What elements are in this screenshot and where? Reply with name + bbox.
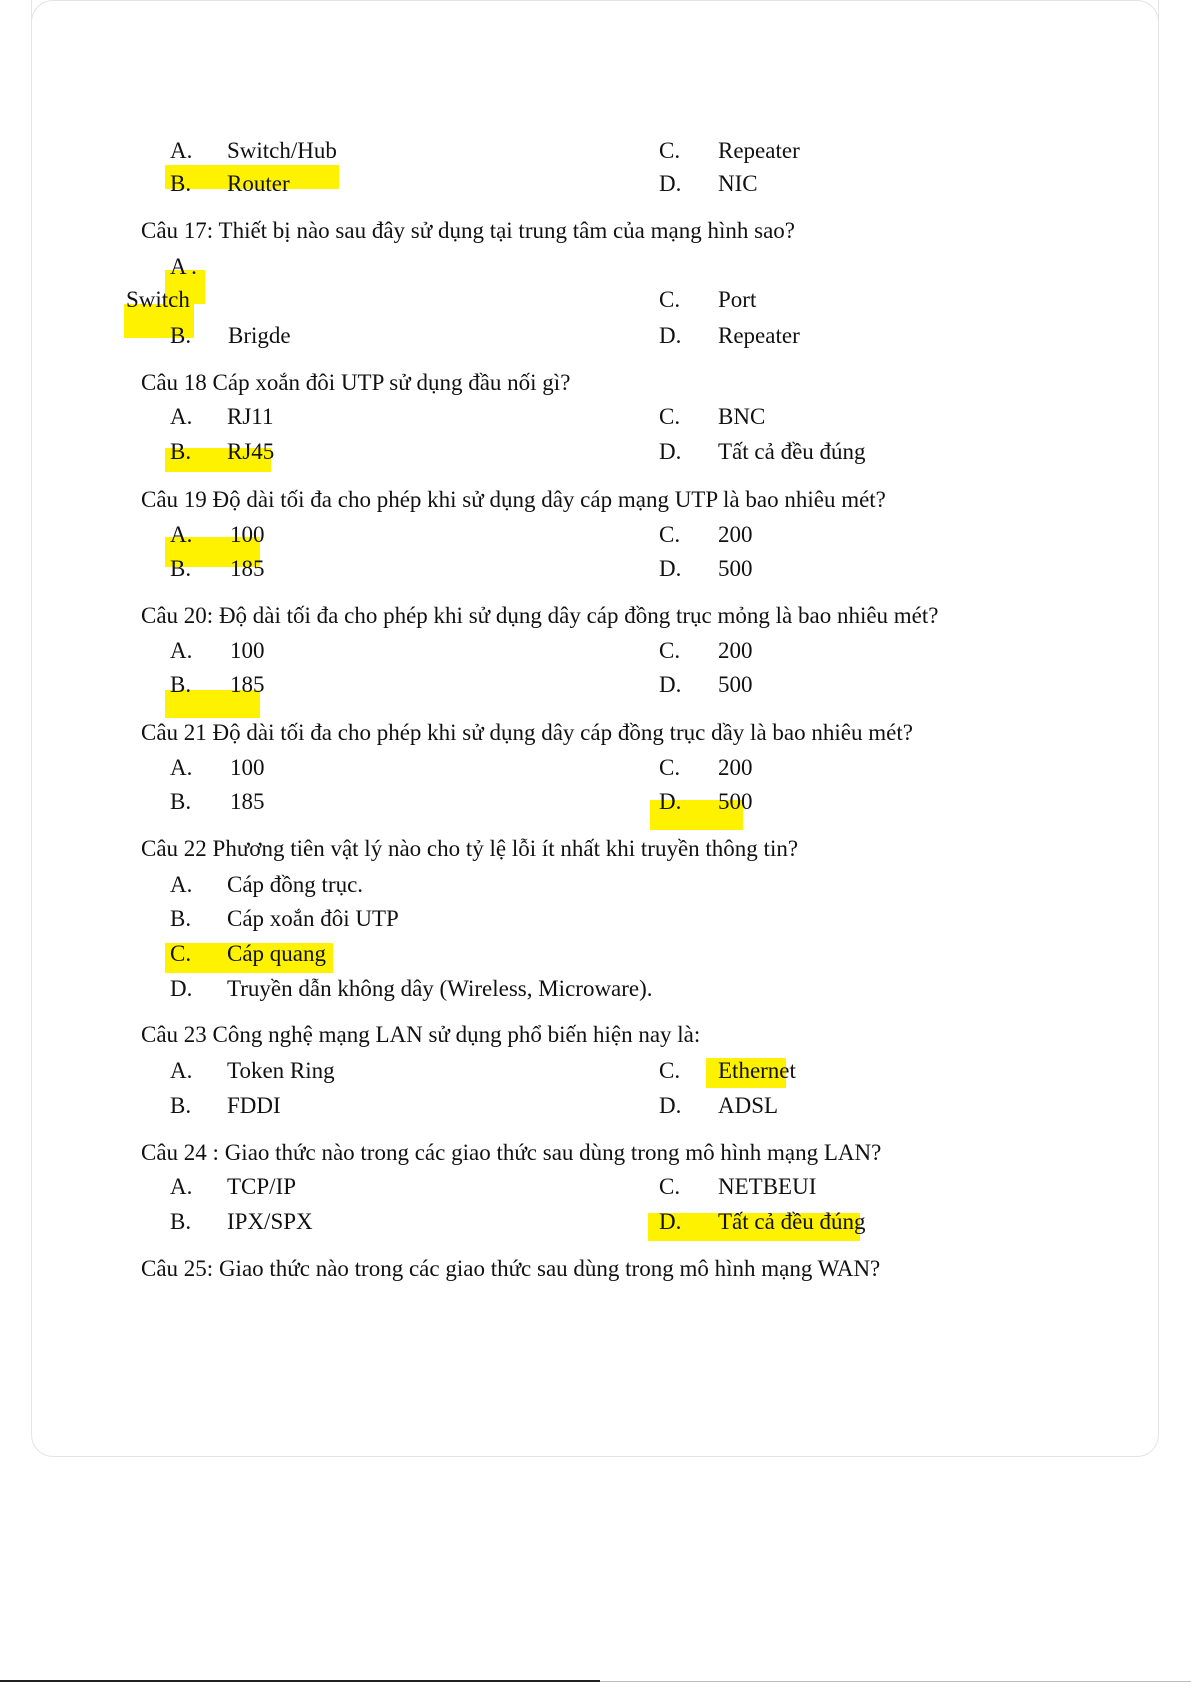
q24-option-b-text: IPX/SPX <box>227 1209 313 1234</box>
q24-option-b-letter: B. <box>170 1209 192 1234</box>
q20-option-d-letter: D. <box>659 672 682 697</box>
q20-option-b-text: 185 <box>230 672 265 697</box>
q22-option-d-text: Truyền dẫn không dây (Wireless, Microware). <box>227 976 653 1001</box>
q24-option-d-text: Tất cả đều đúng <box>718 1209 866 1234</box>
q21-option-c-text: 200 <box>718 755 753 780</box>
q18-option-d-letter: D. <box>659 439 682 464</box>
q23-option-c-letter: C. <box>659 1058 681 1083</box>
q19-option-a-letter: A. <box>170 522 193 547</box>
q23-option-d-letter: D. <box>659 1093 682 1118</box>
q22-option-b-text: Cáp xoắn đôi UTP <box>227 906 399 931</box>
q19-option-d-letter: D. <box>659 556 682 581</box>
q20-option-b-letter: B. <box>170 672 192 697</box>
q17-option-b-text: Brigde <box>228 323 291 348</box>
q23-option-b-letter: B. <box>170 1093 192 1118</box>
q20-option-c-letter: C. <box>659 638 681 663</box>
q23-option-d-text: ADSL <box>718 1093 779 1118</box>
q17-option-a-letter: A . <box>170 254 197 279</box>
q21-option-a-letter: A. <box>170 755 193 780</box>
q16-option-c-letter: C. <box>659 138 681 163</box>
q22-option-a-letter: A. <box>170 872 193 897</box>
q21-option-c-letter: C. <box>659 755 681 780</box>
q18-option-c-letter: C. <box>659 404 681 429</box>
q22-option-b-letter: B. <box>170 906 192 931</box>
q18-option-b-letter: B. <box>170 439 192 464</box>
q18-option-a-text: RJ11 <box>227 404 274 429</box>
q16-option-a-letter: A. <box>170 138 193 163</box>
q17-option-b-letter: B. <box>170 323 192 348</box>
q18-option-a-letter: A. <box>170 404 193 429</box>
q16-option-d-text: NIC <box>718 171 758 196</box>
q21-option-b-text: 185 <box>230 789 265 814</box>
q17-option-c-letter: C. <box>659 287 681 312</box>
q19-option-b-text: 185 <box>230 556 265 581</box>
q23-option-c-text: Ethernet <box>718 1058 796 1083</box>
q20-option-a-letter: A. <box>170 638 193 663</box>
q24-option-a-letter: A. <box>170 1174 193 1199</box>
q17-option-d-letter: D. <box>659 323 682 348</box>
q21-option-d-text: 500 <box>718 789 753 814</box>
q24-option-c-text: NETBEUI <box>718 1174 817 1199</box>
q16-option-b-letter: B. <box>170 171 192 196</box>
bottom-divider <box>0 1680 600 1682</box>
q24-title: Câu 24 : Giao thức nào trong các giao thức sau dùng trong mô hình mạng LAN? <box>141 1140 882 1165</box>
q19-option-a-text: 100 <box>230 522 265 547</box>
q23-title: Câu 23 Công nghệ mạng LAN sử dụng phổ biến hiện nay là: <box>141 1022 701 1047</box>
q20-title: Câu 20: Độ dài tối đa cho phép khi sử dụng dây cáp đồng trục mỏng là bao nhiêu mét? <box>141 603 939 628</box>
q18-option-d-text: Tất cả đều đúng <box>718 439 866 464</box>
q17-title: Câu 17: Thiết bị nào sau đây sử dụng tại trung tâm của mạng hình sao? <box>141 218 795 243</box>
q21-option-d-letter: D. <box>659 789 682 814</box>
q21-option-b-letter: B. <box>170 789 192 814</box>
q20-option-a-text: 100 <box>230 638 265 663</box>
q17-option-d-text: Repeater <box>718 323 800 348</box>
q16-option-d-letter: D. <box>659 171 682 196</box>
q25-title: Câu 25: Giao thức nào trong các giao thức sau dùng trong mô hình mạng WAN? <box>141 1256 881 1281</box>
q16-option-a-text: Switch/Hub <box>227 138 337 163</box>
q22-option-c-letter: C. <box>170 941 192 966</box>
q23-option-a-letter: A. <box>170 1058 193 1083</box>
q17-option-a-text: Switch <box>126 287 190 312</box>
q19-option-c-letter: C. <box>659 522 681 547</box>
q24-option-a-text: TCP/IP <box>227 1174 297 1199</box>
q20-option-d-text: 500 <box>718 672 753 697</box>
q19-option-c-text: 200 <box>718 522 753 547</box>
q19-option-b-letter: B. <box>170 556 192 581</box>
q24-option-c-letter: C. <box>659 1174 681 1199</box>
q19-option-d-text: 500 <box>718 556 753 581</box>
q18-title: Câu 18 Cáp xoắn đôi UTP sử dụng đầu nối gì? <box>141 370 571 395</box>
q18-option-c-text: BNC <box>718 404 766 429</box>
q22-option-a-text: Cáp đồng trục. <box>227 872 364 897</box>
q22-title: Câu 22 Phương tiên vật lý nào cho tỷ lệ lỗi ít nhất khi truyền thông tin? <box>141 836 799 861</box>
q22-option-c-text: Cáp quang <box>227 941 327 966</box>
q18-option-b-text: RJ45 <box>227 439 275 464</box>
q23-option-b-text: FDDI <box>227 1093 281 1118</box>
q21-option-a-text: 100 <box>230 755 265 780</box>
q16-option-b-text: Router <box>227 171 290 196</box>
bottom-divider-light <box>600 1681 1191 1682</box>
q17-option-c-text: Port <box>718 287 757 312</box>
q23-option-a-text: Token Ring <box>227 1058 335 1083</box>
q24-option-d-letter: D. <box>659 1209 682 1234</box>
q20-option-c-text: 200 <box>718 638 753 663</box>
q22-option-d-letter: D. <box>170 976 193 1001</box>
q16-option-c-text: Repeater <box>718 138 800 163</box>
q21-title: Câu 21 Độ dài tối đa cho phép khi sử dụng dây cáp đồng trục dầy là bao nhiêu mét? <box>141 720 913 745</box>
q19-title: Câu 19 Độ dài tối đa cho phép khi sử dụng dây cáp mạng UTP là bao nhiêu mét? <box>141 487 886 512</box>
